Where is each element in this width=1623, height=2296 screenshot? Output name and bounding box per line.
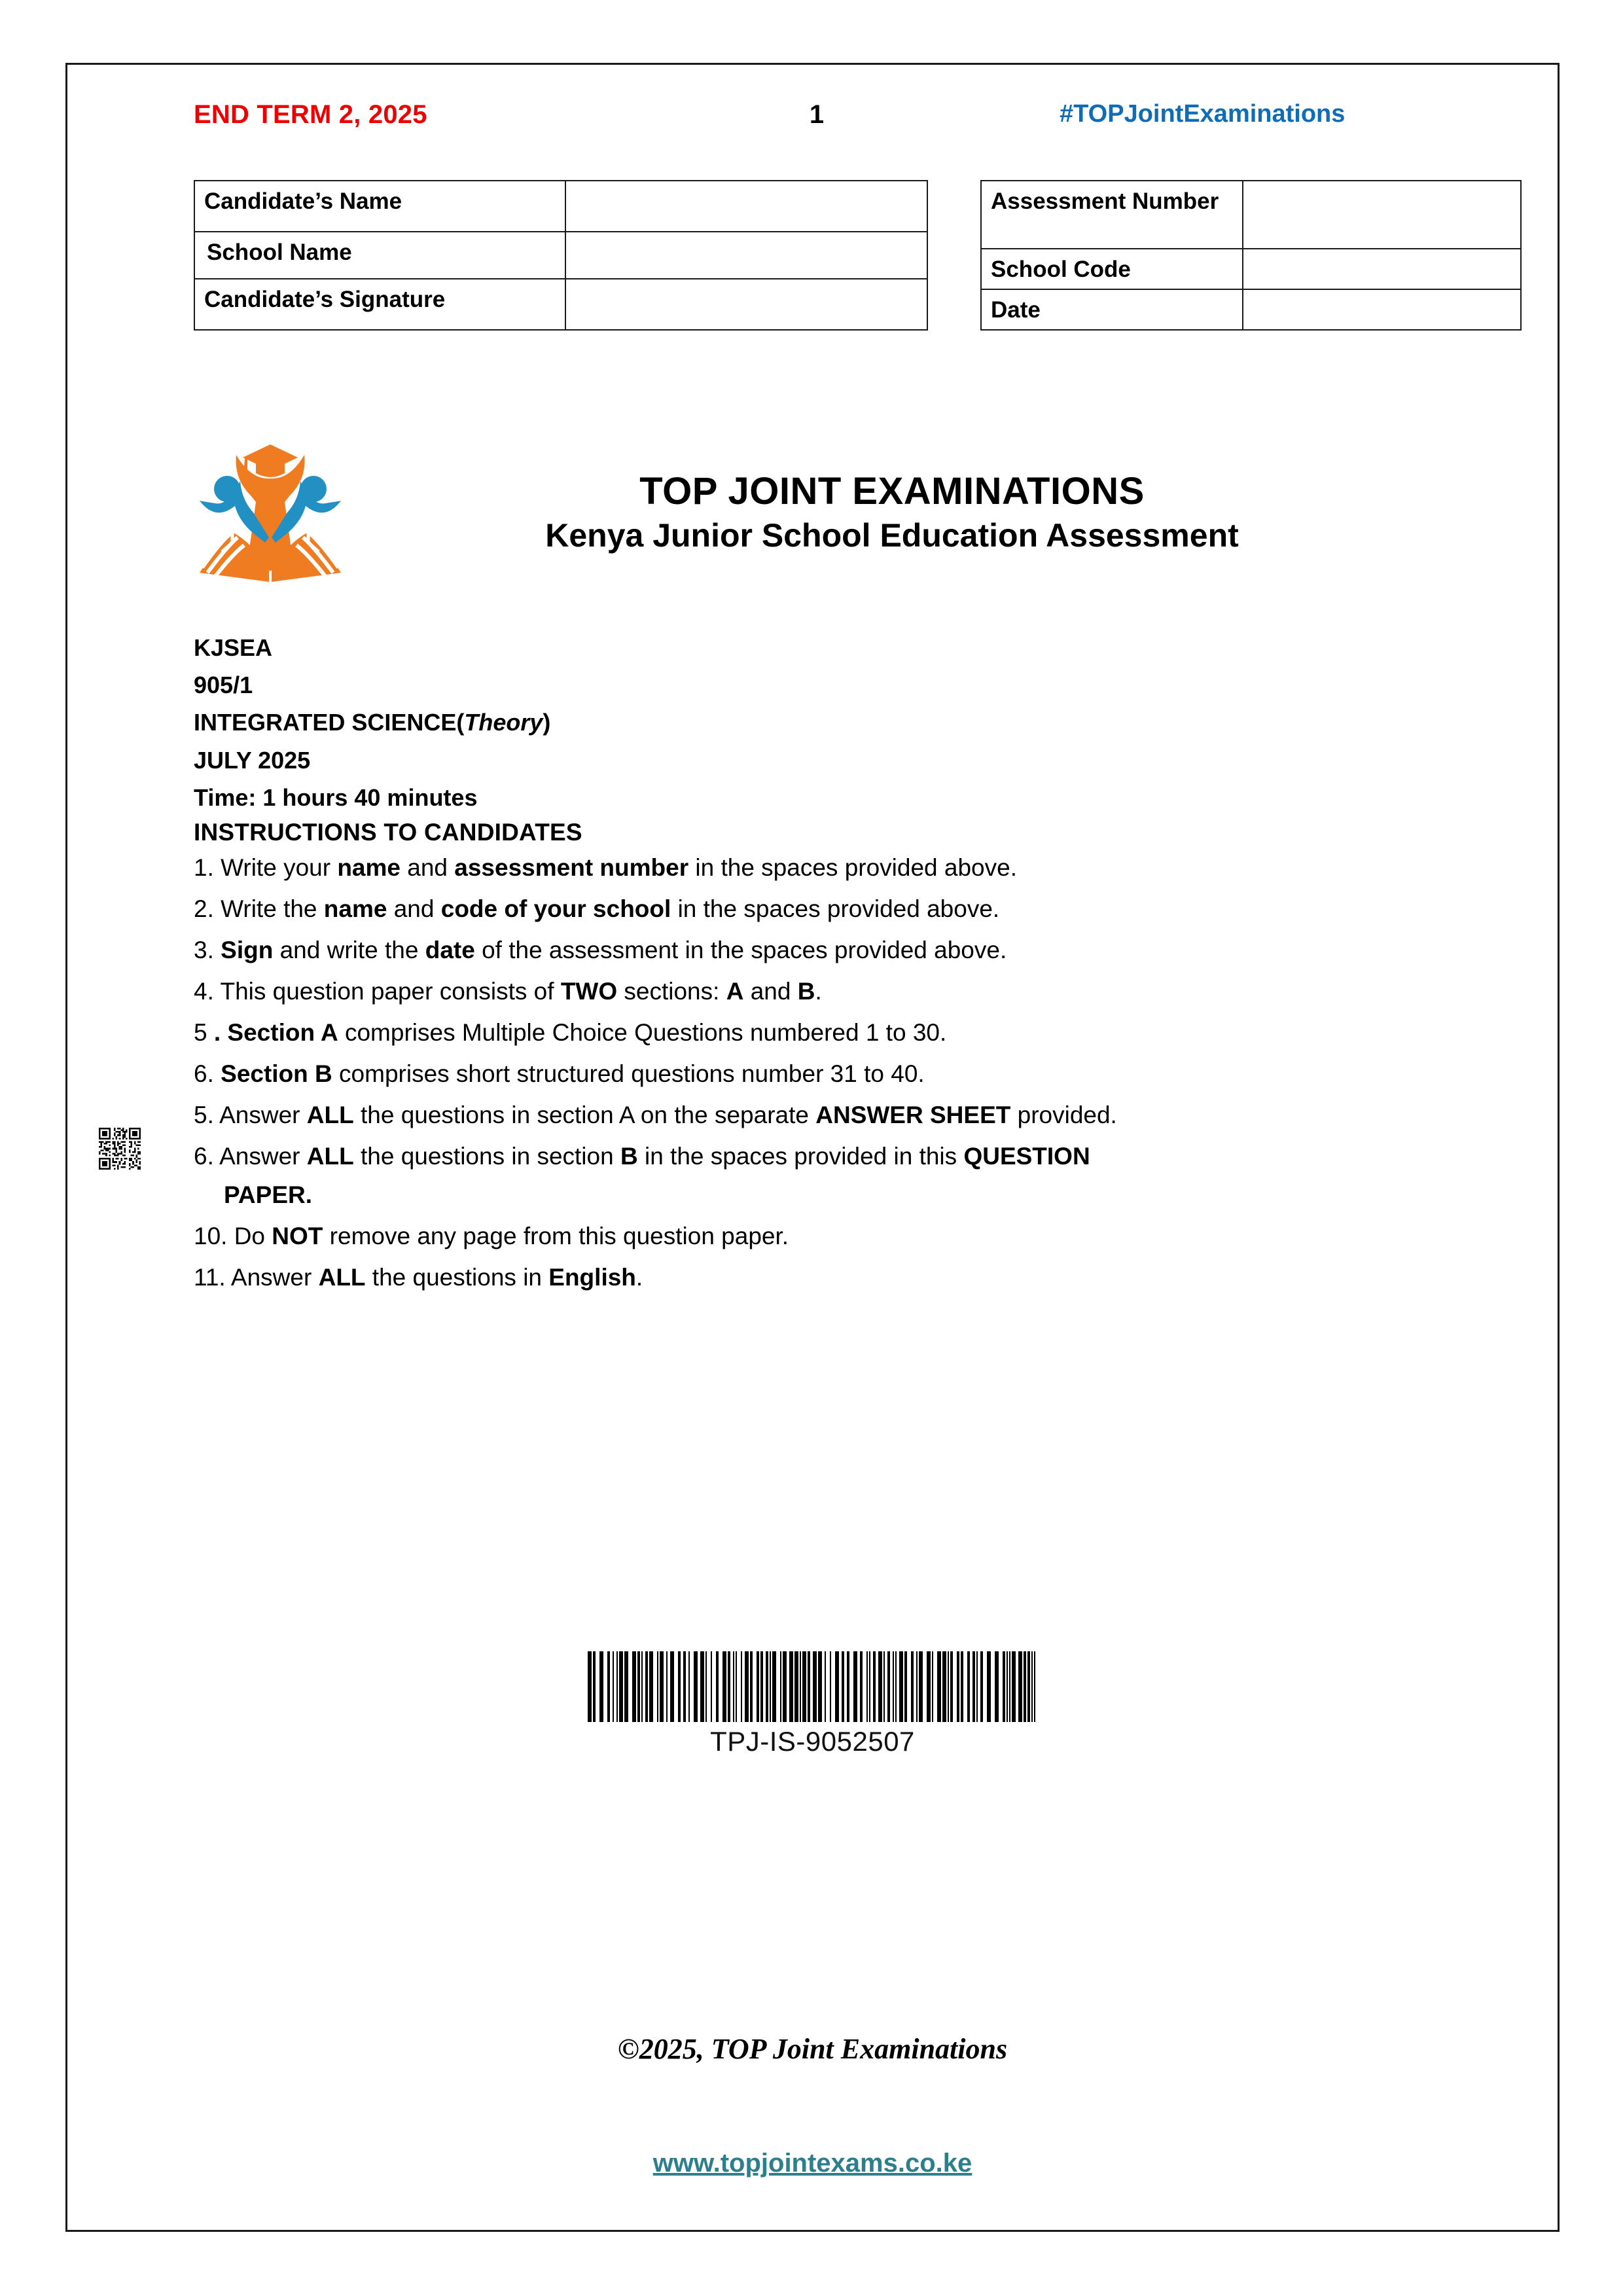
candidate-name-field[interactable] [565, 181, 927, 232]
school-name-field[interactable] [565, 232, 927, 279]
subject-italic: Theory [464, 709, 543, 736]
instruction-item: 4. This question paper consists of TWO sections: A and B. [194, 978, 822, 1005]
website-link[interactable]: www.topjointexams.co.ke [652, 2149, 972, 2178]
candidate-signature-label: Candidate’s Signature [194, 279, 565, 330]
table-row [981, 181, 1521, 249]
page-number: 1 [809, 100, 825, 129]
page-header [67, 100, 1558, 139]
header-hashtag: #TOPJointExaminations [1060, 100, 1346, 128]
subject-prefix: INTEGRATED SCIENCE( [194, 709, 465, 736]
instruction-item: 5. Answer ALL the questions in section A on the separate ANSWER SHEET provided. [194, 1102, 1117, 1128]
date-field[interactable] [1243, 289, 1521, 330]
table-row [981, 289, 1521, 330]
date-label: Date [981, 289, 1243, 330]
copyright-notice: ©2025, TOP Joint Examinations [617, 2033, 1008, 2065]
instruction-item: 10. Do NOT remove any page from this question paper. [194, 1223, 789, 1249]
instructions-list [194, 855, 1457, 1306]
school-code-field[interactable] [1243, 249, 1521, 289]
qr-code-icon [99, 1128, 141, 1170]
instruction-item: 2. Write the name and code of your school in the spaces provided above. [194, 895, 1000, 922]
candidate-details-table [194, 180, 928, 331]
assessment-number-field[interactable] [1243, 181, 1521, 249]
subject-name [194, 704, 1175, 741]
header-term-label: END TERM 2, 2025 [194, 100, 427, 129]
subject-suffix: ) [543, 709, 551, 736]
barcode-block [67, 1651, 1558, 1757]
table-row [194, 279, 927, 330]
paper-meta-block [194, 629, 1175, 816]
instruction-item: 1. Write your name and assessment number in the spaces provided above. [194, 854, 1017, 881]
instruction-item: 11. Answer ALL the questions in English. [194, 1264, 643, 1291]
exam-body-code: KJSEA [194, 634, 273, 661]
instruction-item: 3. Sign and write the date of the assessment in the spaces provided above. [194, 937, 1007, 963]
instructions-heading: INSTRUCTIONS TO CANDIDATES [194, 819, 582, 846]
website-link-container [67, 2149, 1558, 2178]
barcode-value: TPJ-IS-9052507 [710, 1726, 915, 1757]
candidate-name-label: Candidate’s Name [194, 181, 565, 232]
page-title: TOP JOINT EXAMINATIONS [639, 470, 1145, 512]
table-row [194, 232, 927, 279]
instruction-item: 6. Section B comprises short structured questions number 31 to 40. [194, 1060, 925, 1087]
instruction-item: 5 . Section A comprises Multiple Choice Questions numbered 1 to 30. [194, 1019, 947, 1046]
barcode-image [584, 1651, 1042, 1722]
assessment-details-table [980, 180, 1522, 331]
assessment-number-label: Assessment Number [981, 181, 1243, 249]
candidate-signature-field[interactable] [565, 279, 927, 330]
exam-session: JULY 2025 [194, 746, 311, 774]
page-subtitle: Kenya Junior School Education Assessment [545, 517, 1239, 554]
time-allowed: Time: 1 hours 40 minutes [194, 783, 478, 811]
exam-paper-page [65, 63, 1560, 2232]
instruction-item: 6. Answer ALL the questions in section B in the spaces provided in this QUESTION PAPER. [194, 1143, 1090, 1208]
table-row [194, 181, 927, 232]
school-name-label: School Name [194, 232, 565, 279]
table-row [981, 249, 1521, 289]
school-code-label: School Code [981, 249, 1243, 289]
paper-code: 905/1 [194, 672, 253, 699]
